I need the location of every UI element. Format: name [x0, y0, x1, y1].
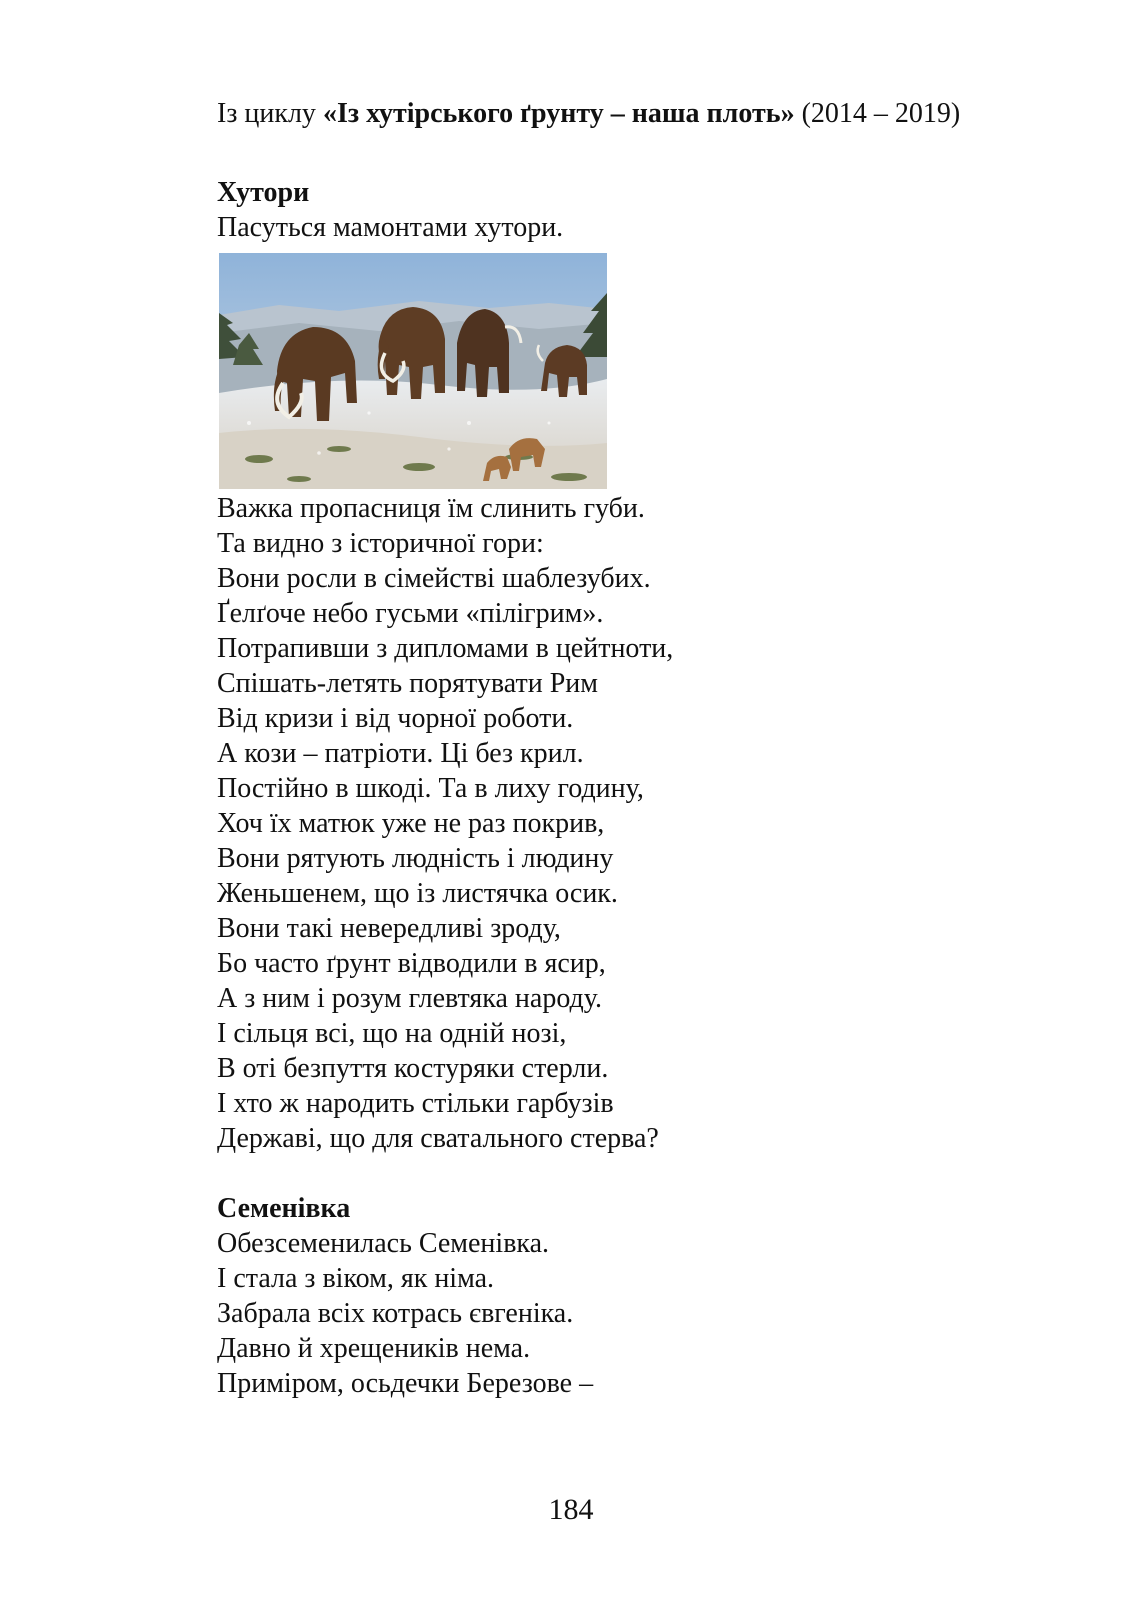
poem-line: Хоч їх матюк уже не раз покрив,: [217, 808, 605, 839]
poem-body-semenivka: [217, 1226, 977, 1401]
mammoths-illustration: [219, 253, 607, 489]
poem-line: Давно й хрещеників нема.: [217, 1333, 531, 1364]
cycle-prefix: Із циклу: [217, 98, 323, 129]
poem-line: Державі, що для сватального стерва?: [217, 1123, 659, 1154]
page-content: [217, 96, 977, 1401]
poem-line: І стала з віком, як німа.: [217, 1263, 495, 1294]
cycle-heading: [217, 96, 977, 131]
poem-line: Пасуться мамонтами хутори.: [217, 212, 564, 243]
poem-line: Забрала всіх котрась євгеніка.: [217, 1298, 574, 1329]
cycle-years: (2014 – 2019): [794, 98, 961, 129]
poem-line: Приміром, осьдечки Березове –: [217, 1368, 594, 1399]
poem-line: Вони такі невередливі зроду,: [217, 913, 561, 944]
poem-line: А кози – патріоти. Ці без крил.: [217, 738, 584, 769]
poem-line: В оті безпуття костуряки стерли.: [217, 1053, 609, 1084]
poem-line: І хто ж народить стільки гарбузів: [217, 1088, 614, 1119]
poem-line: І сільця всі, що на одній нозі,: [217, 1018, 567, 1049]
poem-line: Женьшенем, що із листячка осик.: [217, 878, 618, 909]
poem-line: Потрапивши з дипломами в цейтноти,: [217, 633, 674, 664]
page-number: 184: [548, 1493, 594, 1526]
poem-line: Та видно з історичної гори:: [217, 528, 544, 559]
poem-line: Постійно в шкоді. Та в лиху годину,: [217, 773, 644, 804]
poem-body-khutory: [217, 491, 977, 1156]
poem-line: Ґелґоче небо гусьми «пілігрим».: [217, 598, 604, 629]
poem-line: Вони рятують людність і людину: [217, 843, 614, 874]
poem-line: Важка пропасниця їм слинить губи.: [217, 493, 645, 524]
poem-line: А з ним і розум глевтяка народу.: [217, 983, 602, 1014]
poem-line: Від кризи і від чорної роботи.: [217, 703, 574, 734]
poem-title-khutory: Хутори: [217, 177, 310, 208]
poem-line: Спішать-летять порятувати Рим: [217, 668, 598, 699]
poem-line: Обезсеменилась Семенівка.: [217, 1228, 550, 1259]
poem-line: Бо часто ґрунт відводили в ясир,: [217, 948, 606, 979]
cycle-title: «Із хутірського ґрунту – наша плоть»: [322, 98, 795, 129]
poem-line: Вони росли в сімействі шаблезубих.: [217, 563, 651, 594]
poem-title-semenivka: Семенівка: [217, 1193, 351, 1224]
